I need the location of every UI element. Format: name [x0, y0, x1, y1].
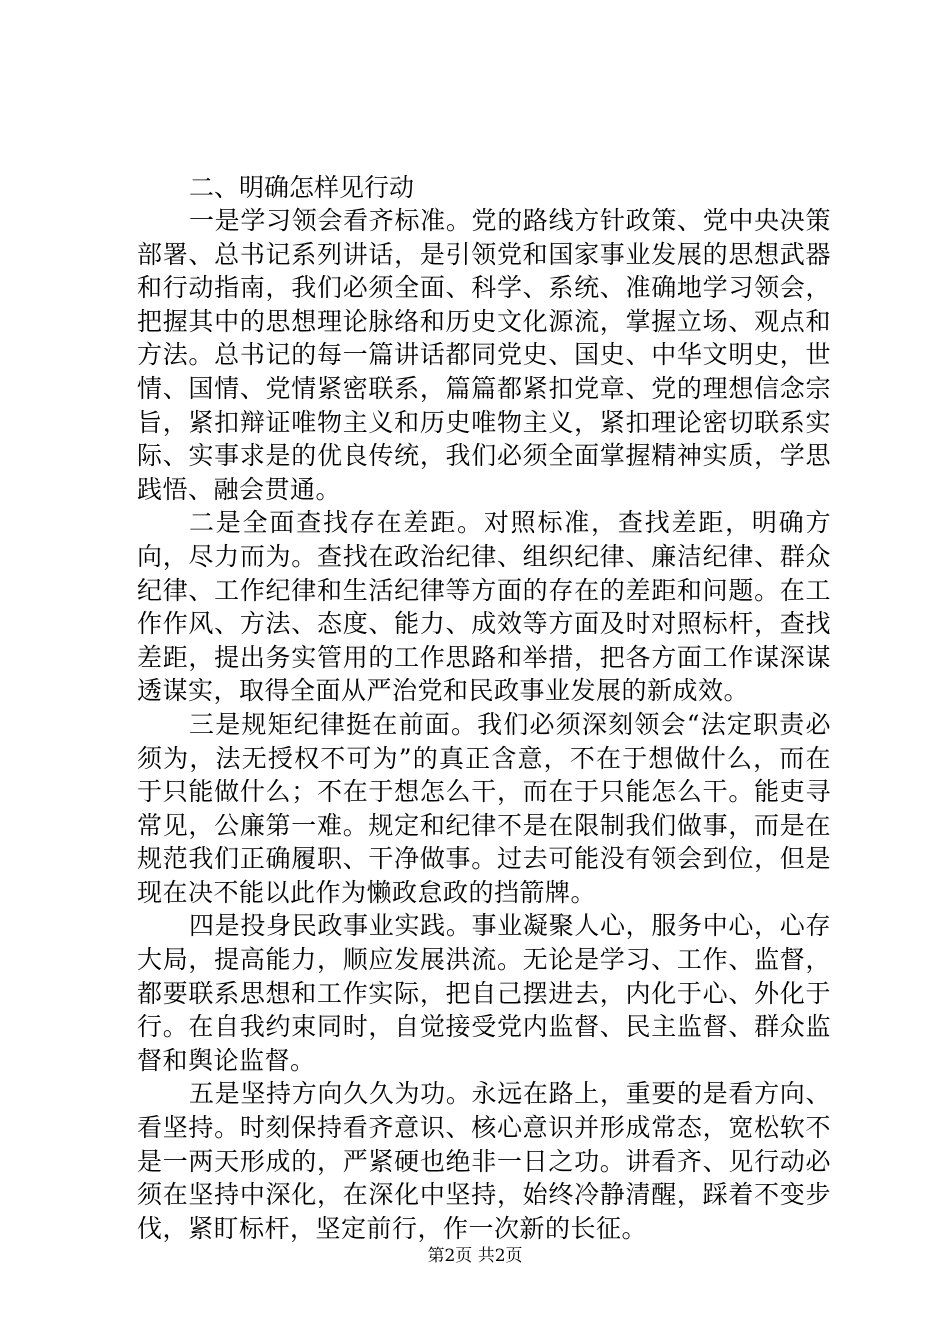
paragraph-4: 四是投身民政事业实践。事业凝聚人心，服务中心，心存大局，提高能力，顺应发展洪流。无论是学习、工作、监督，都要联系思想和工作实际，把自己摆进去，内化于心、外化于行。在自我约束同时，自觉接受党内监督、民主监督、群众监督和舆论监督。: [137, 911, 831, 1075]
document-body: [137, 171, 831, 1245]
paragraph-3: 三是规矩纪律挺在前面。我们必须深刻领会“法定职责必须为，法无授权不可为”的真正含意，不在于想做什么，而在于只能做什么；不在于想怎么干，而在于只能怎么干。能吏寻常见，公廉第一难。规定和纪律不是在限制我们做事，而是在规范我们正确履职、干净做事。过去可能没有领会到位，但是现在决不能以此作为懒政怠政的挡箭牌。: [137, 709, 831, 907]
page-footer: 第2页 共2页: [427, 1246, 523, 1266]
paragraph-2: 二是全面查找存在差距。对照标准，查找差距，明确方向，尽力而为。查找在政治纪律、组织纪律、廉洁纪律、群众纪律、工作纪律和生活纪律等方面的存在的差距和问题。在工作作风、方法、态度、能力、成效等方面及时对照标杆，查找差距，提出务实管用的工作思路和举措，把各方面工作谋深谋透谋实，取得全面从严治党和民政事业发展的新成效。: [137, 508, 831, 706]
paragraph-1: 一是学习领会看齐标准。党的路线方针政策、党中央决策部署、总书记系列讲话，是引领党和国家事业发展的思想武器和行动指南，我们必须全面、科学、系统、准确地学习领会，把握其中的思想理论脉络和历史文化源流，掌握立场、观点和方法。总书记的每一篇讲话都同党史、国史、中华文明史，世情、国情、党情紧密联系，篇篇都紧扣党章、党的理想信念宗旨，紧扣辩证唯物主义和历史唯物主义，紧扣理论密切联系实际、实事求是的优良传统，我们必须全面掌握精神实质，学思践悟、融会贯通。: [137, 206, 831, 504]
paragraph-5: 五是坚持方向久久为功。永远在路上，重要的是看方向、看坚持。时刻保持看齐意识、核心意识并形成常态，宽松软不是一两天形成的，严紧硬也绝非一日之功。讲看齐、见行动必须在坚持中深化，在深化中坚持，始终冷静清醒，踩着不变步伐，紧盯标杆，坚定前行，作一次新的长征。: [137, 1079, 831, 1243]
section-heading: 二、明确怎样见行动: [189, 173, 415, 202]
